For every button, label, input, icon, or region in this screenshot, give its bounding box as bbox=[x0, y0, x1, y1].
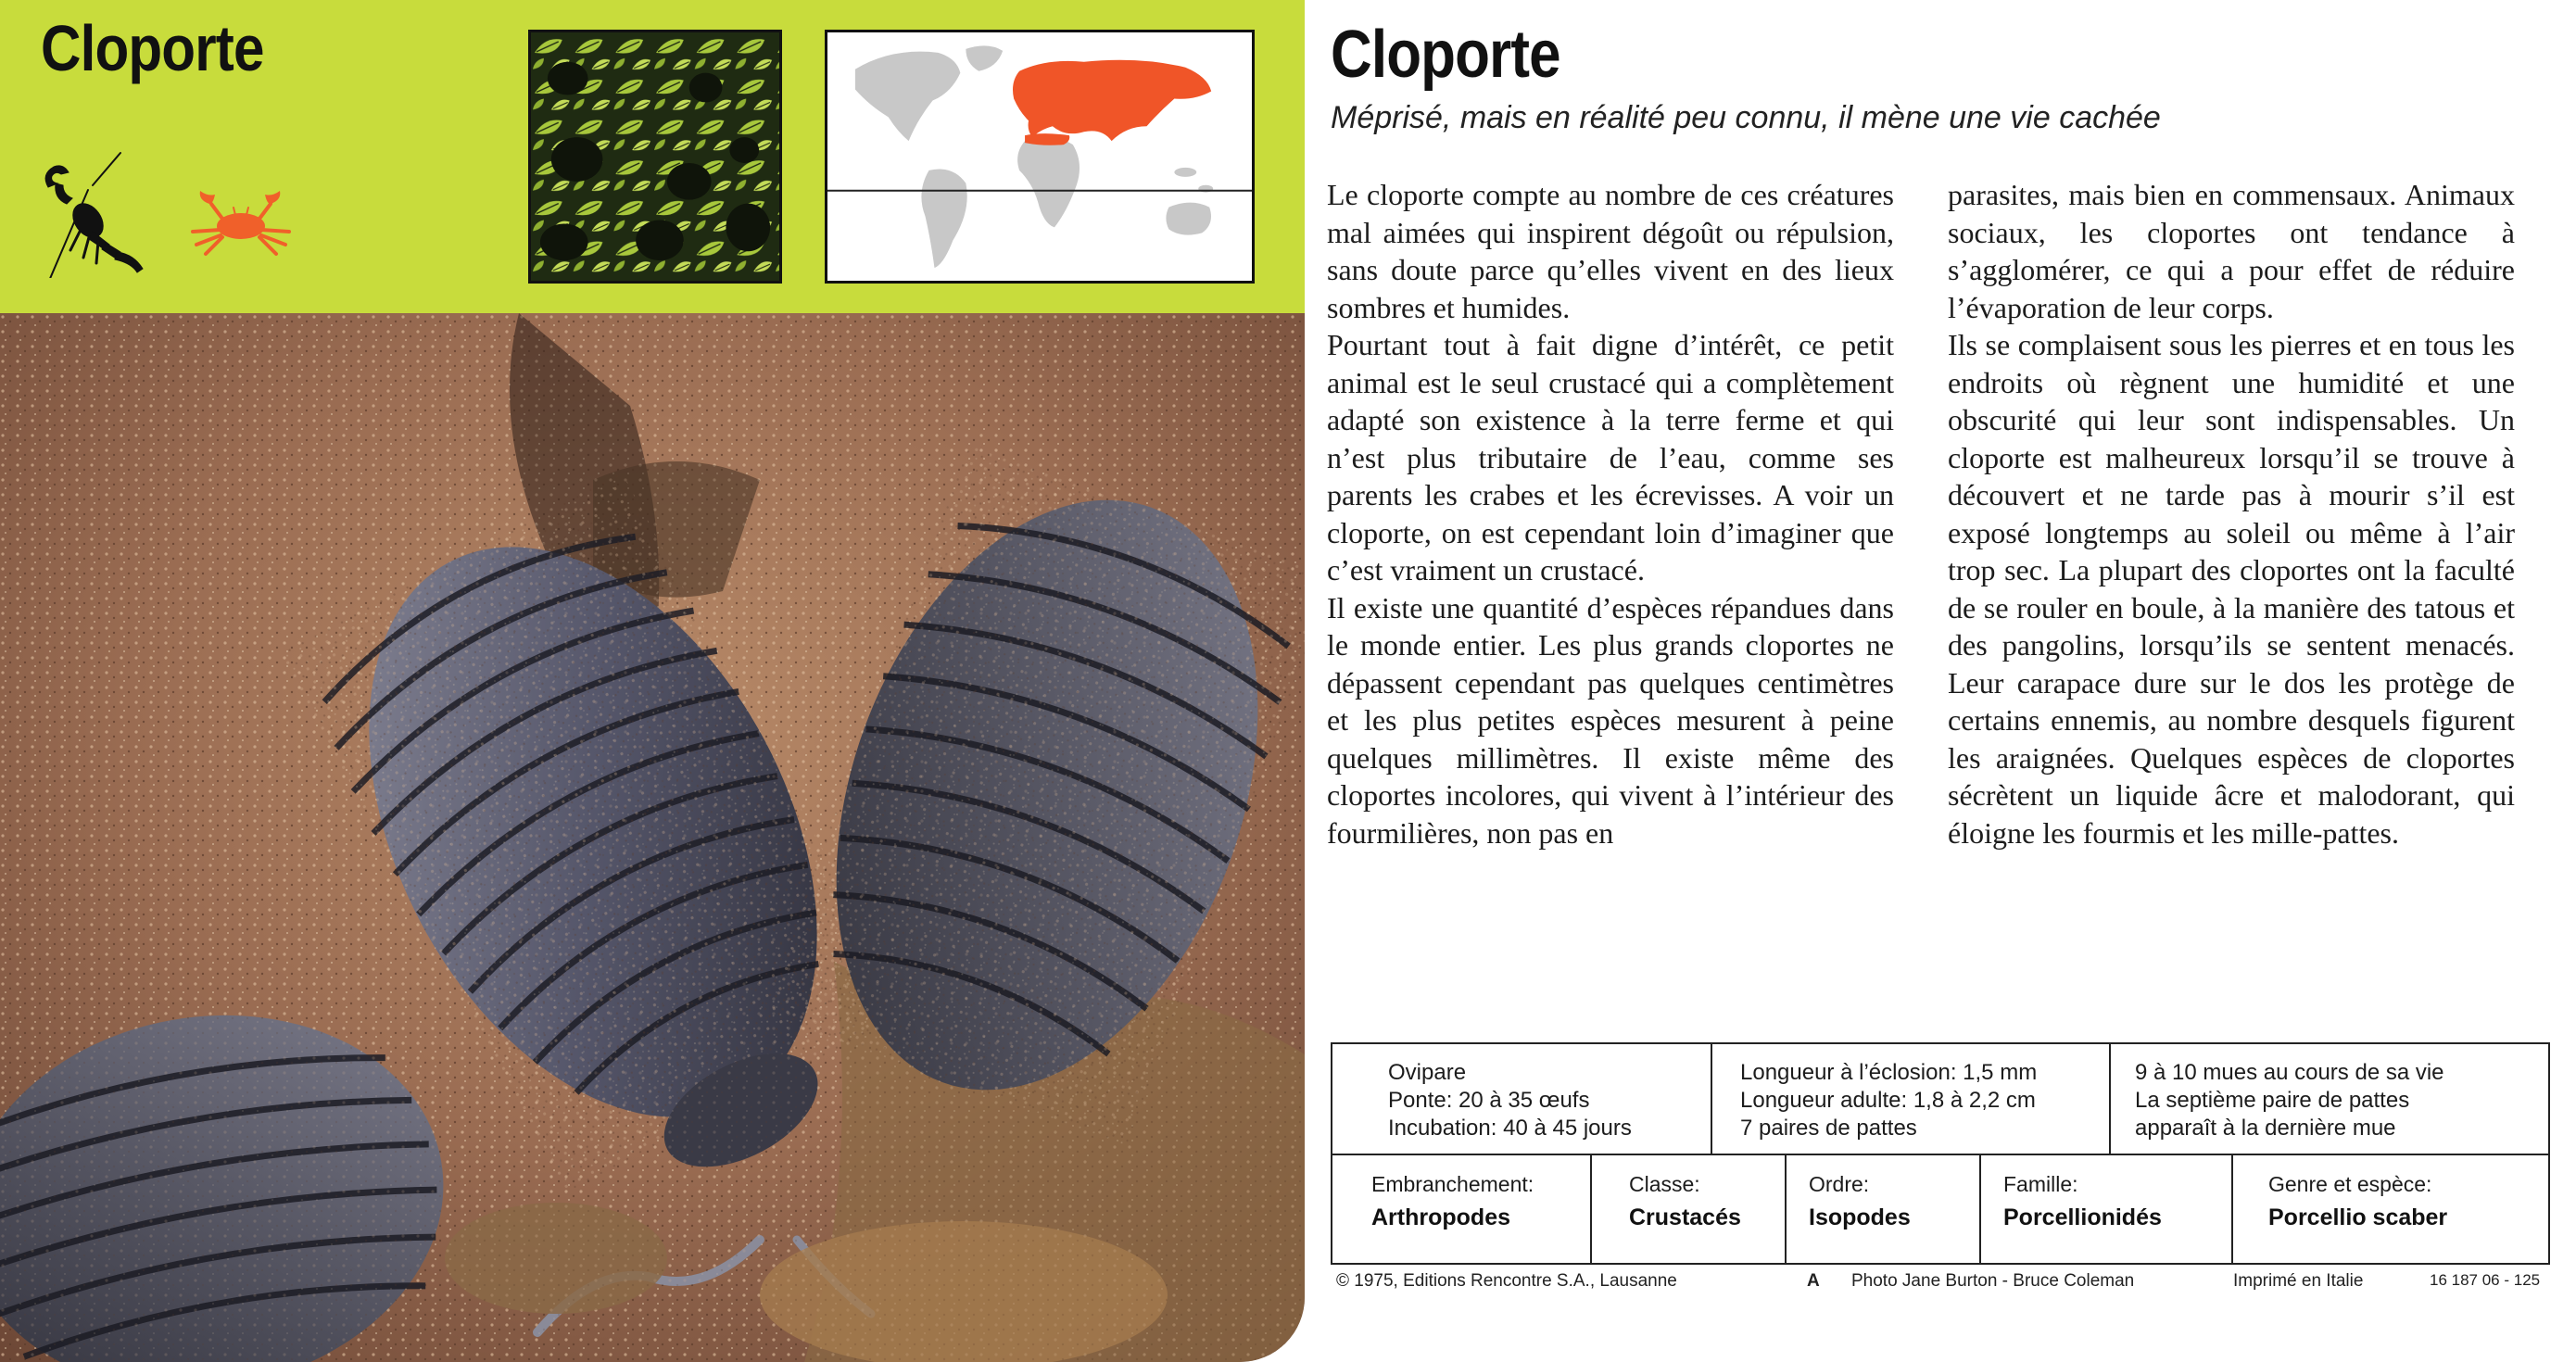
copyright: © 1975, Editions Rencontre S.A., Lausanne bbox=[1336, 1271, 1677, 1291]
fact-line: Ponte: 20 à 35 œufs bbox=[1388, 1088, 1590, 1113]
fact-line: 9 à 10 mues au cours de sa vie bbox=[2135, 1060, 2444, 1085]
taxonomy-label: Genre et espèce: bbox=[2268, 1172, 2432, 1196]
taxonomy-class bbox=[1592, 1155, 1787, 1263]
fact-line: Incubation: 40 à 45 jours bbox=[1388, 1116, 1632, 1141]
moult-cell bbox=[2111, 1044, 2548, 1154]
text-column-2 bbox=[1948, 176, 2515, 851]
taxonomy-label: Classe: bbox=[1629, 1172, 1700, 1196]
reproduction-cell bbox=[1332, 1044, 1712, 1154]
paragraph: Il existe une quantité d’espèces répandues dans le monde entier. Les plus grands cloportes ne dépassent cependant pas quelques centimètres et les plus petites espèces mesurent à peine quelques millimètres. Il existe même des cloportes incolores, qui vivent à l’intérieur des fourmilières, non pas en bbox=[1327, 590, 1894, 850]
text-column-1 bbox=[1327, 176, 1894, 851]
printed-in: Imprimé en Italie bbox=[2233, 1271, 2364, 1291]
taxonomy-value: Crustacés bbox=[1629, 1204, 1741, 1230]
taxonomy-phylum bbox=[1332, 1155, 1592, 1263]
right-card bbox=[1305, 0, 2576, 1362]
fact-line: Longueur adulte: 1,8 à 2,2 cm bbox=[1740, 1088, 2036, 1113]
footer bbox=[1336, 1271, 2550, 1299]
right-card-title: Cloporte bbox=[1331, 18, 1560, 92]
series-mark: A bbox=[1807, 1271, 1820, 1291]
lobster-icon bbox=[37, 148, 158, 278]
paragraph: Pourtant tout à fait digne d’intérêt, ce petit animal est le seul crustacé qui a complètement adapté son existence à la terre ferme et qui n’est plus tributaire de l’eau, comme ses parents les crabes et les écrevisses. A voir un cloporte, on est cependant loin d’imaginer que c’est vraiment un crustacé. bbox=[1327, 328, 1894, 586]
fact-line: La septième paire de pattes bbox=[2135, 1088, 2410, 1113]
taxonomy-label: Famille: bbox=[2003, 1172, 2078, 1196]
crab-icon bbox=[185, 185, 295, 259]
size-cell bbox=[1712, 1044, 2111, 1154]
photo-credit: Photo Jane Burton - Bruce Coleman bbox=[1851, 1271, 2135, 1291]
card-code: 16 187 06 - 125 bbox=[2430, 1271, 2541, 1289]
paragraph: Ils se complaisent sous les pierres et en tous les endroits où règnent une humidité et une obscurité qui leur sont indispensables. Un cloporte est malheureux lorsqu’il se trouve à découvert et ne tarde pas à mourir s’il est exposé longtemps au soleil ou même à l’air trop sec. La plupart des cloportes ont la faculté de se rouler en boule, à la manière des tatous et des pangolins, lorsqu’ils se sentent menacés. Leur carapace dure sur le dos les protège de certains ennemis, au nombre desquels figurent les araignées. Quelques espèces de cloportes sécrètent un liquide âcre et malodorant, qui éloigne les fourmis et les mille-pattes. bbox=[1948, 328, 2515, 850]
world-distribution-map bbox=[825, 30, 1255, 284]
taxonomy-order bbox=[1787, 1155, 1981, 1263]
taxonomy-label: Embranchement: bbox=[1371, 1172, 1534, 1196]
woodlouse-photo bbox=[0, 313, 1305, 1362]
left-card-title: Cloporte bbox=[41, 12, 264, 84]
fact-line: Ovipare bbox=[1388, 1060, 1467, 1085]
subtitle: Méprisé, mais en réalité peu connu, il mène une vie cachée bbox=[1331, 100, 2161, 135]
taxonomy-value: Arthropodes bbox=[1371, 1204, 1510, 1230]
habitat-leaf-litter-icon bbox=[528, 30, 782, 284]
fact-line: apparaît à la dernière mue bbox=[2135, 1116, 2396, 1141]
fact-line: 7 paires de pattes bbox=[1740, 1116, 1917, 1141]
taxonomy-value: Porcellionidés bbox=[2003, 1204, 2162, 1230]
taxonomy-value: Porcellio scaber bbox=[2268, 1204, 2448, 1230]
taxonomy-species bbox=[2233, 1155, 2548, 1263]
paragraph: parasites, mais bien en commensaux. Animaux sociaux, les cloportes ont tendance à s’agglomérer, ce qui a pour effet de réduire l’évaporation de leur corps. bbox=[1948, 178, 2515, 324]
taxonomy-family bbox=[1981, 1155, 2233, 1263]
fact-line: Longueur à l’éclosion: 1,5 mm bbox=[1740, 1060, 2038, 1085]
taxonomy-value: Isopodes bbox=[1809, 1204, 1911, 1230]
taxonomy-label: Ordre: bbox=[1809, 1172, 1870, 1196]
facts-row bbox=[1332, 1044, 2548, 1155]
taxonomy-row bbox=[1332, 1155, 2548, 1263]
facts-table bbox=[1331, 1042, 2550, 1265]
paragraph: Le cloporte compte au nombre de ces créatures mal aimées qui inspirent dégoût ou répulsion, sans doute parce qu’elles vivent en des lieux sombres et humides. bbox=[1327, 178, 1894, 324]
